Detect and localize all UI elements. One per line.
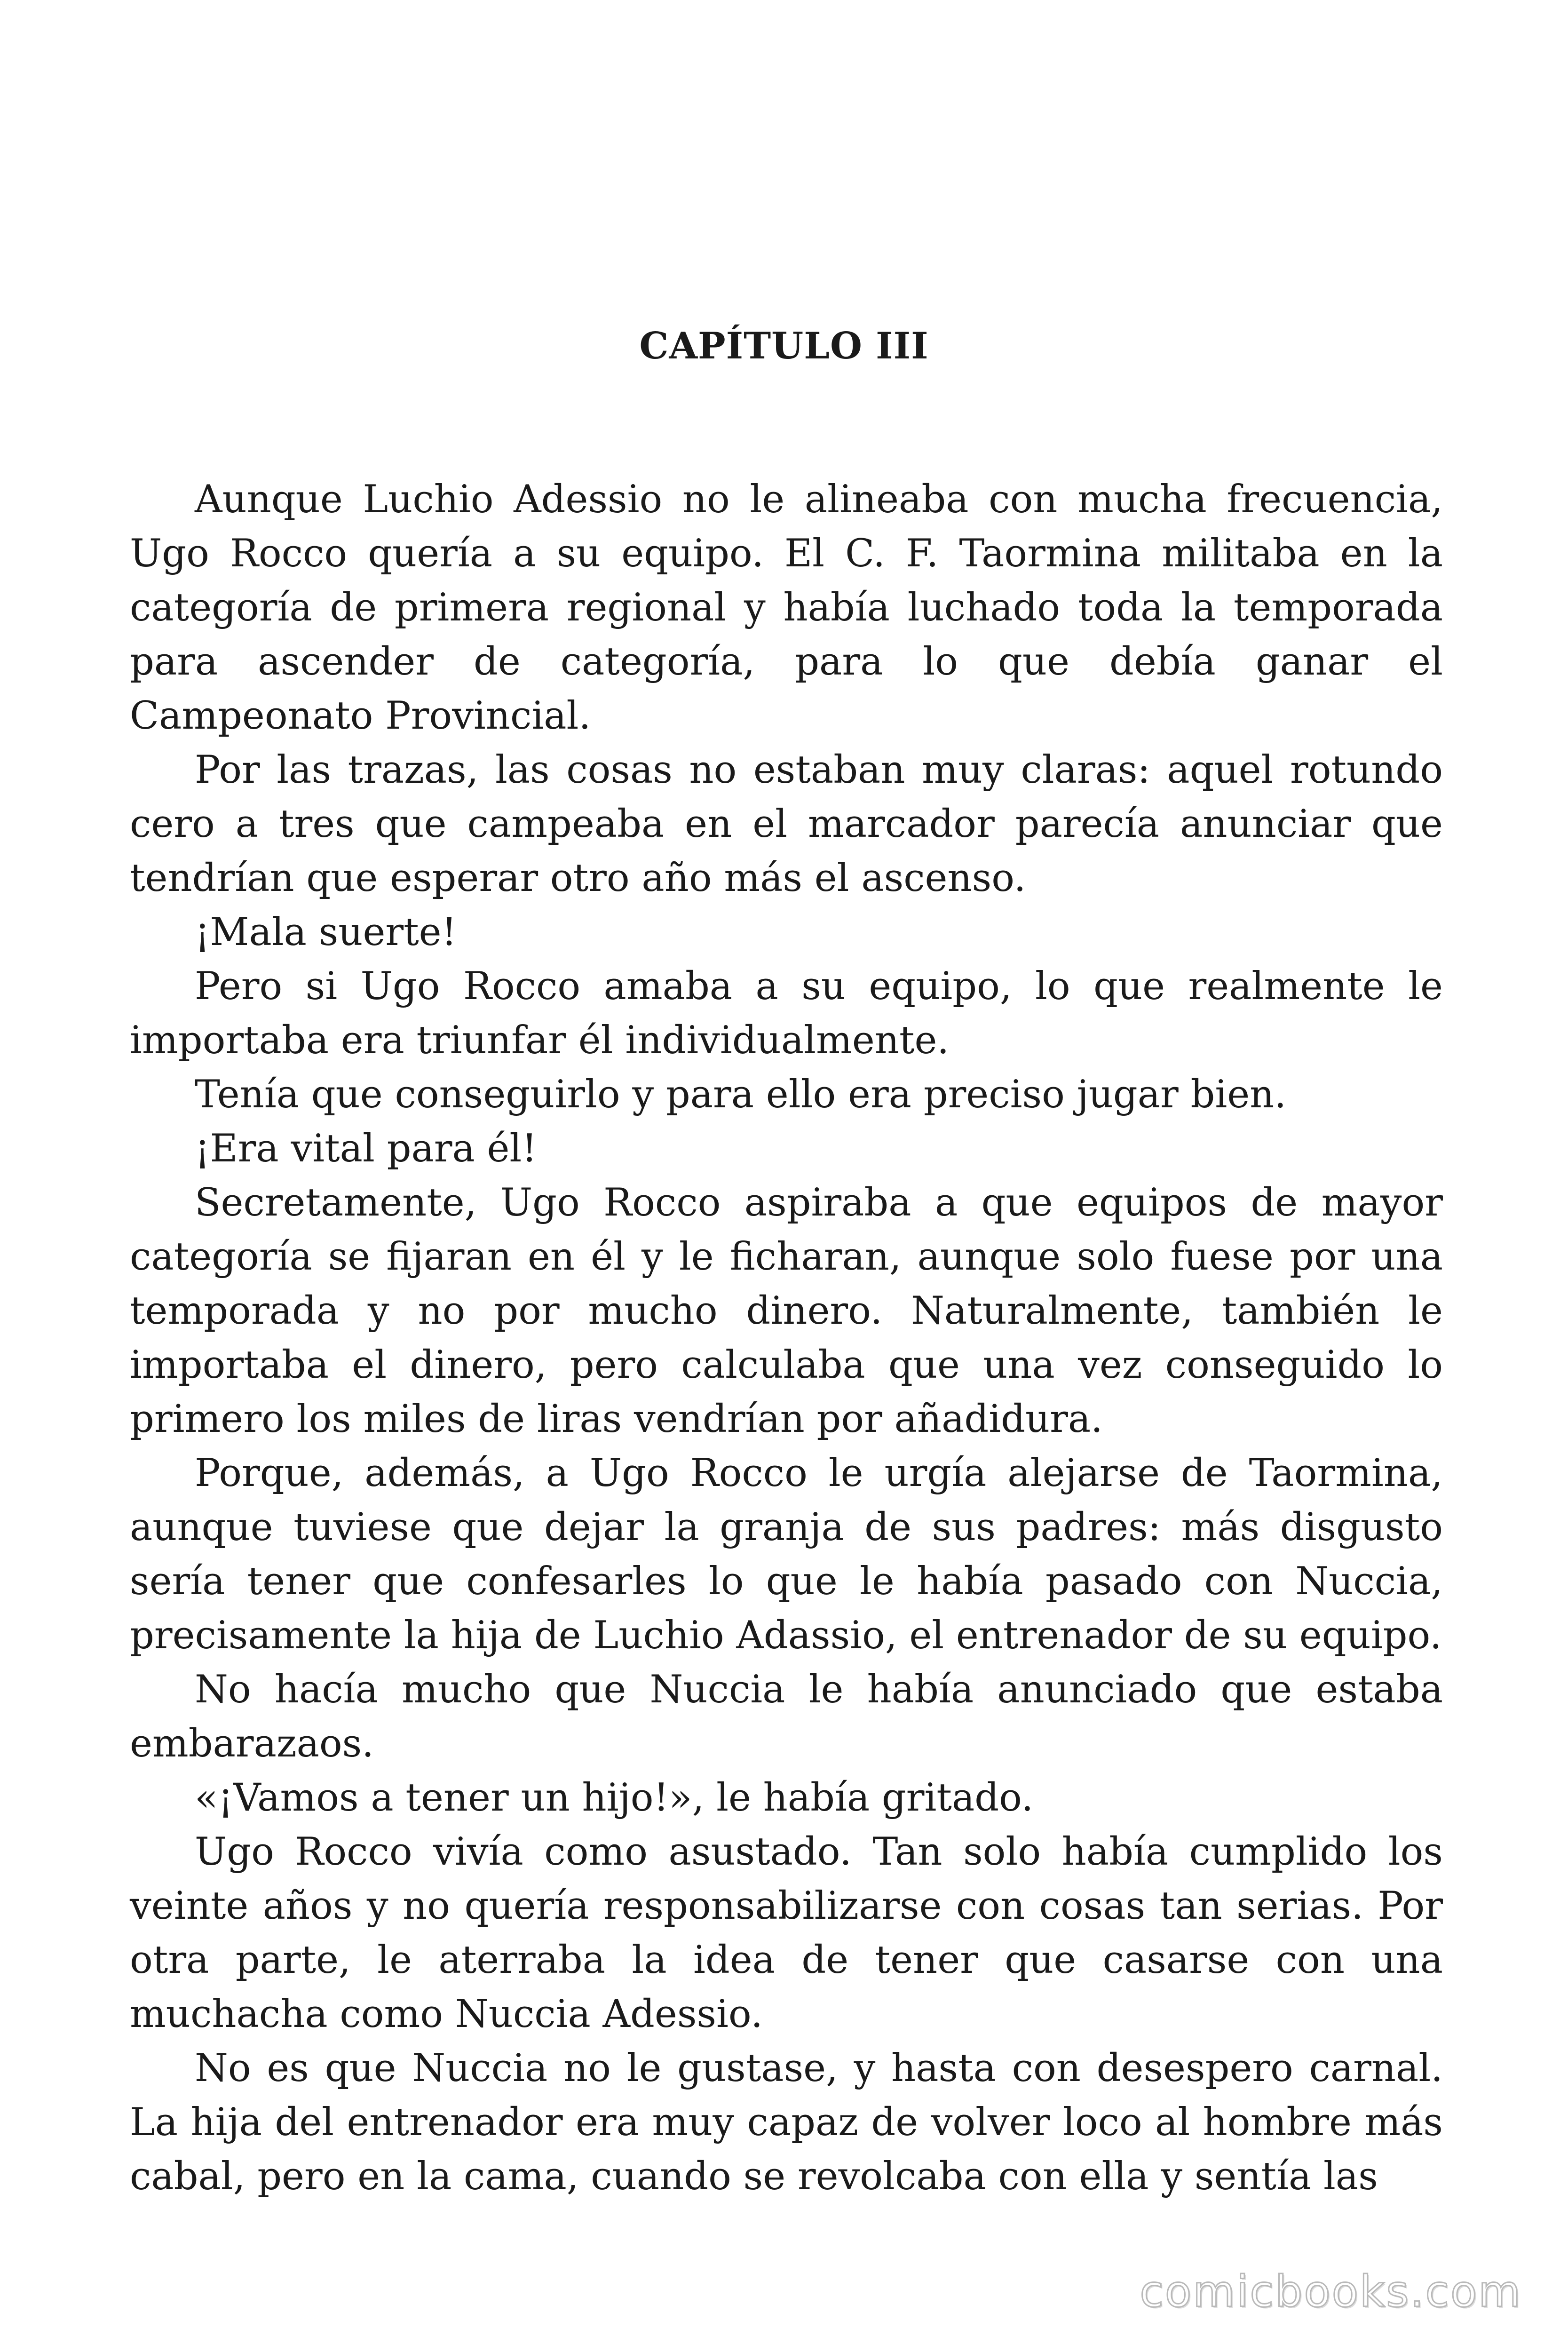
paragraph: Aunque Luchio Adessio no le alineaba con mucha frecuencia, Ugo Rocco quería a su equipo. El C. F. Taormina militaba en la categoría de primera regional y había luchado toda la temporada para ascender de categoría, para lo que debía ganar el Campeonato Provincial. <box>130 477 1443 738</box>
paragraph: No hacía mucho que Nuccia le había anunciado que estaba embarazaos. <box>130 1668 1443 1766</box>
watermark: comicbooks.com <box>1140 2266 1522 2317</box>
paragraph: Por las trazas, las cosas no estaban muy claras: aquel rotundo cero a tres que campeaba en el marcador parecía anunciar que tendrían que esperar otro año más el ascenso. <box>130 748 1443 900</box>
paragraph: Ugo Rocco vivía como asustado. Tan solo había cumplido los veinte años y no quería responsabilizarse con cosas tan serias. Por otra parte, le aterraba la idea de tener que casarse con una muchacha como Nuccia Adessio. <box>130 1830 1443 2036</box>
chapter-title: CAPÍTULO III <box>639 325 929 367</box>
paragraph: ¡Mala suerte! <box>195 910 457 954</box>
paragraph: Pero si Ugo Rocco amaba a su equipo, lo que realmente le importaba era triunfar él individualmente. <box>130 964 1443 1063</box>
paragraph: Secretamente, Ugo Rocco aspiraba a que equipos de mayor categoría se fijaran en él y le ficharan, aunque solo fuese por una temporada y no por mucho dinero. Naturalmente, también le importaba el dinero, pero calculaba que una vez conseguido lo primero los miles de liras vendrían por añadidura. <box>130 1181 1443 1441</box>
paragraph: ¡Era vital para él! <box>195 1127 537 1171</box>
paragraph: «¡Vamos a tener un hijo!», le había gritado. <box>195 1776 1034 1820</box>
paragraph: No es que Nuccia no le gustase, y hasta con desespero carnal. La hija del entrenador era muy capaz de volver loco al hombre más cabal, pero en la cama, cuando se revolcaba con ella y sentía las <box>130 2046 1443 2199</box>
chapter-body <box>130 473 1443 2204</box>
paragraph: Tenía que conseguirlo y para ello era preciso jugar bien. <box>195 1073 1287 1117</box>
paragraph: Porque, además, a Ugo Rocco le urgía alejarse de Taormina, aunque tuviese que dejar la granja de sus padres: más disgusto sería tener que confesarles lo que le había pasado con Nuccia, precisamente la hija de Luchio Adassio, el entrenador de su equipo. <box>130 1451 1443 1658</box>
